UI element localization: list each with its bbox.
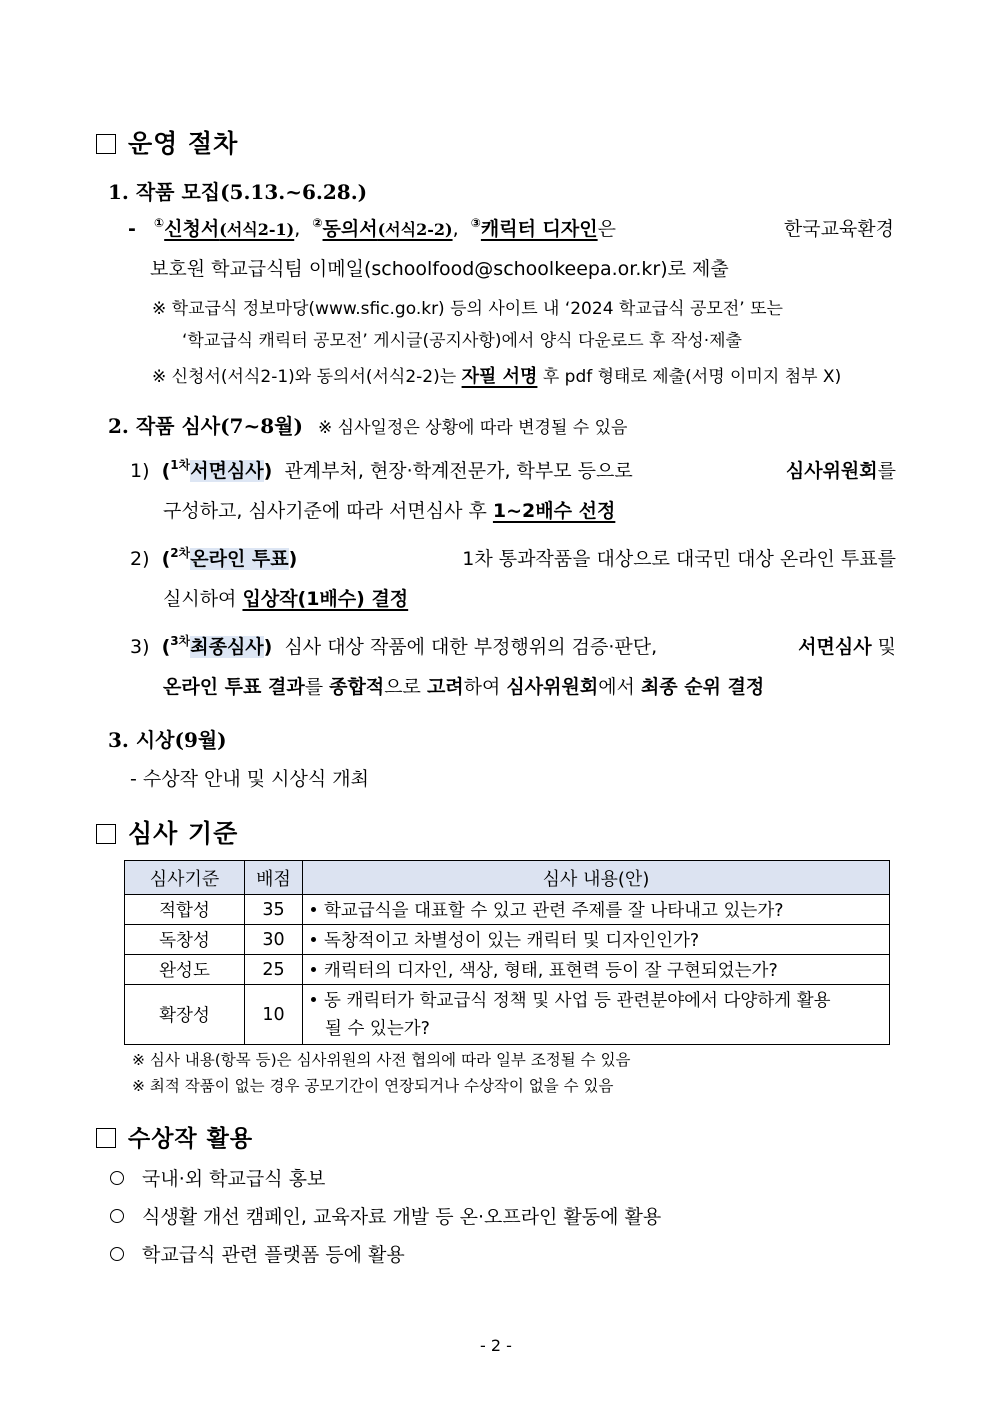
table-row xyxy=(125,955,890,985)
review-item-2-line2: 실시하여 입상작(1배수) 결정 xyxy=(163,588,409,610)
step2-heading-row: 2. 작품 심사(7~8월) ※ 심사일정은 상황에 따라 변경될 수 있음 xyxy=(108,414,628,438)
desc-cell: 학교급식을 대표할 수 있고 관련 주제를 잘 나타내고 있는가? xyxy=(303,895,890,925)
doc-consent: 동의서(서식2-2) xyxy=(322,218,453,240)
step1-note1-line2: ‘학교급식 캐릭터 공모전’ 게시글(공지사항)에서 양식 다운로드 후 작성·제출 xyxy=(182,331,742,351)
circle-bullet-icon xyxy=(110,1247,124,1261)
step1-line1: - ①신청서(서식2-1), ②동의서(서식2-2), ③캐릭터 디자인은 한국교육환경 xyxy=(128,216,894,240)
review-item-3-line2: 온라인 투표 결과를 종합적으로 고려하여 심사위원회에서 최종 순위 결정 xyxy=(163,676,765,698)
review-item-1-line1: 1) ($^{1차}$서면심사) 관계부처, 현장·학계전문가, 학부모 등으로 심사위원회를 xyxy=(130,458,896,482)
score-cell: 30 xyxy=(245,925,303,955)
criterion-cell: 적합성 xyxy=(125,895,245,925)
column-header: 배점 xyxy=(245,861,303,895)
criteria-note-1: ※ 심사 내용(항목 등)은 심사위원의 사전 협의에 따라 일부 조정될 수 있음 xyxy=(132,1051,631,1069)
table-header-row xyxy=(125,861,890,895)
section-title-criteria: 심사 기준 xyxy=(96,814,238,850)
page-number: - 2 - xyxy=(480,1336,512,1355)
criteria-note-2: ※ 최적 작품이 없는 경우 공모기간이 연장되거나 수상작이 없을 수 있음 xyxy=(132,1077,614,1095)
review-item-2-line1: 2) ($^{2차}$온라인 투표) 1차 통과작품을 대상으로 대국민 대상 온라인 투표를 xyxy=(130,546,896,570)
column-header: 심사 내용(안) xyxy=(303,861,890,895)
desc-cell: 독창적이고 차별성이 있는 캐릭터 및 디자인인가? xyxy=(303,925,890,955)
step1-note1-line1: ※ 학교급식 정보마당(www.sfic.go.kr) 등의 사이트 내 ‘2024 학교급식 공모전’ 또는 xyxy=(152,299,783,319)
review-item-1-line2: 구성하고, 심사기준에 따라 서면심사 후 1~2배수 선정 xyxy=(163,500,616,522)
usage-item: 학교급식 관련 플랫폼 등에 활용 xyxy=(110,1240,405,1267)
usage-item: 국내·외 학교급식 홍보 xyxy=(110,1164,325,1191)
doc-application: 신청서(서식2-1) xyxy=(164,218,295,240)
criterion-cell: 독창성 xyxy=(125,925,245,955)
step3-item: - 수상작 안내 및 시상식 개최 xyxy=(130,768,369,790)
desc-cell: 동 캐릭터가 학교급식 정책 및 사업 등 관련분야에서 다양하게 활용 될 수 있는가? xyxy=(303,985,890,1045)
circle-bullet-icon xyxy=(110,1209,124,1223)
bullet-icon xyxy=(311,967,316,972)
section-title-procedure: 운영 절차 xyxy=(96,124,238,160)
bullet-icon xyxy=(311,997,316,1002)
checkbox-square-icon xyxy=(96,134,116,154)
desc-cell: 캐릭터의 디자인, 색상, 형태, 표현력 등이 잘 구현되었는가? xyxy=(303,955,890,985)
step3-heading: 3. 시상(9월) xyxy=(108,728,227,752)
score-cell: 25 xyxy=(245,955,303,985)
score-cell: 10 xyxy=(245,985,303,1045)
bullet-icon xyxy=(311,907,316,912)
circle-bullet-icon xyxy=(110,1171,124,1185)
usage-item: 식생활 개선 캠페인, 교육자료 개발 등 온·오프라인 활동에 활용 xyxy=(110,1202,661,1229)
column-header: 심사기준 xyxy=(125,861,245,895)
step1-note2: ※ 신청서(서식2-1)와 동의서(서식2-2)는 자필 서명 후 pdf 형태로 제출(서명 이미지 첨부 X) xyxy=(152,366,842,387)
bullet-icon xyxy=(311,937,316,942)
table-row xyxy=(125,925,890,955)
step1-line2: 보호원 학교급식팀 이메일(schoolfood@schoolkeepa.or.kr)로 제출 xyxy=(150,258,729,280)
criteria-table xyxy=(124,860,890,1045)
score-cell: 35 xyxy=(245,895,303,925)
review-item-3-line1: 3) ($^{3차}$최종심사) 심사 대상 작품에 대한 부정행위의 검증·판단, 서면심사 및 xyxy=(130,634,896,658)
doc-character-design: 캐릭터 디자인 xyxy=(480,218,598,240)
step1-heading: 1. 작품 모집(5.13.~6.28.) xyxy=(108,180,368,204)
checkbox-square-icon xyxy=(96,1128,116,1148)
criterion-cell: 확장성 xyxy=(125,985,245,1045)
section-title-usage: 수상작 활용 xyxy=(96,1120,253,1153)
step2-note: ※ 심사일정은 상황에 따라 변경될 수 있음 xyxy=(318,418,628,438)
criterion-cell: 완성도 xyxy=(125,955,245,985)
checkbox-square-icon xyxy=(96,824,116,844)
table-row xyxy=(125,895,890,925)
table-row xyxy=(125,985,890,1045)
